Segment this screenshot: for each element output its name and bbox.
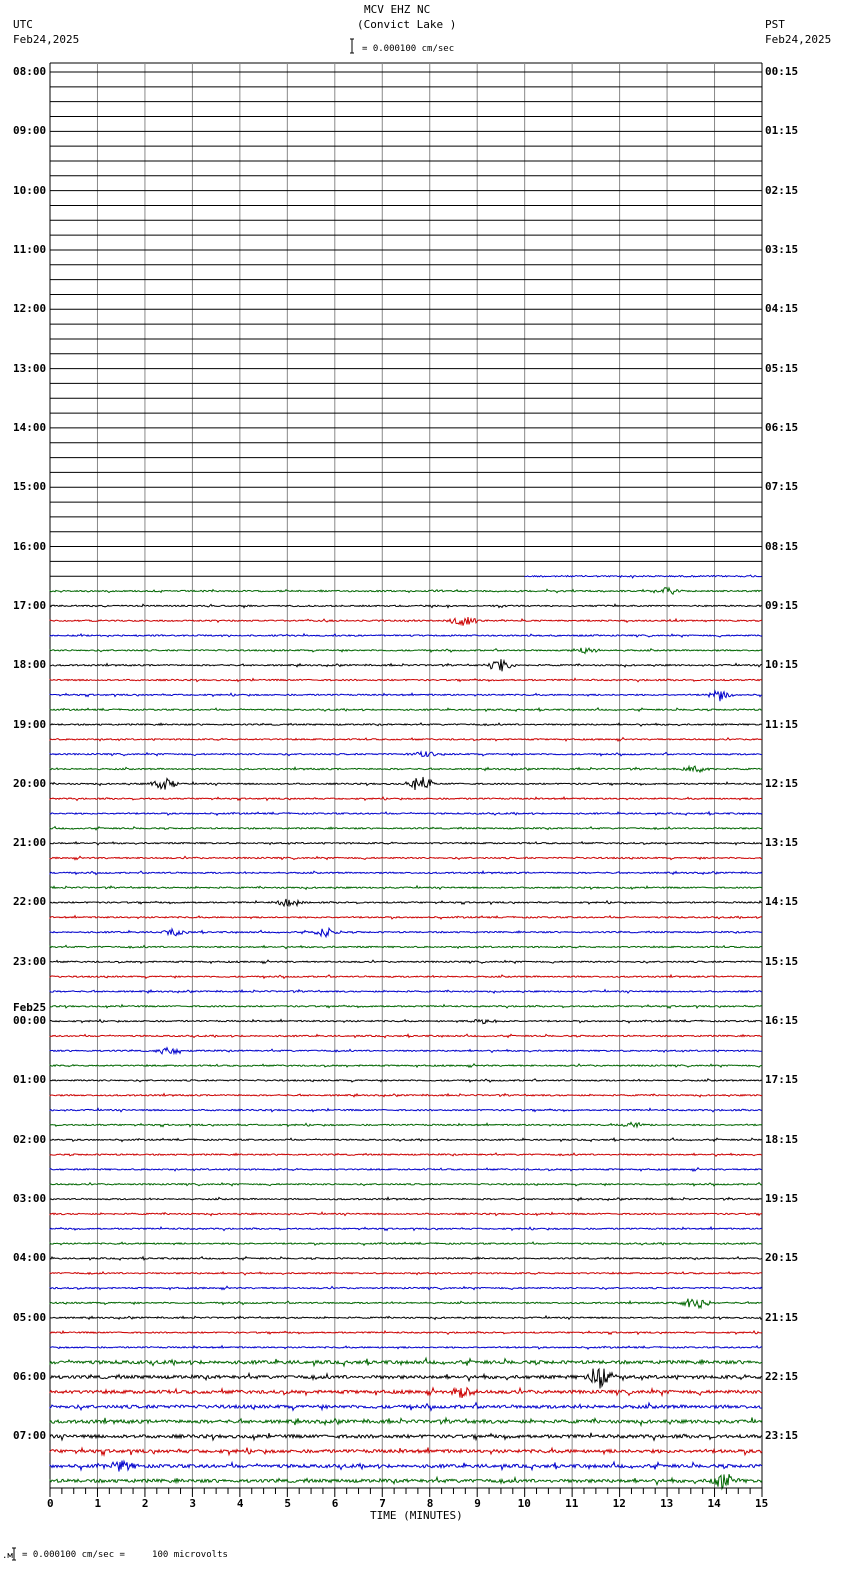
utc-hour-label: 18:00 [13,658,47,672]
utc-hour-label: 15:00 [13,480,47,494]
pst-hour-label: 12:15 [765,776,799,790]
utc-hour-label: 08:00 [13,65,47,78]
utc-hour-label: 04:00 [13,1251,47,1265]
pst-hour-label: 06:15 [765,420,799,434]
day-change-label: Feb25 [13,1001,47,1014]
scale-bar-icon [350,39,354,53]
pst-hour-label: 09:15 [765,598,799,612]
pst-hour-label: 19:15 [765,1192,799,1206]
pst-hour-label: 10:15 [765,658,799,672]
station-location: (Convict Lake ) [357,18,457,31]
x-tick-label: 4 [236,1497,244,1510]
x-tick-label: 8 [426,1497,434,1510]
utc-hour-label: 06:00 [13,1370,47,1384]
x-tick-label: 11 [565,1497,579,1510]
utc-hour-label: 13:00 [13,361,47,375]
x-tick-label: 12 [612,1497,626,1510]
utc-hour-label: 17:00 [13,598,47,612]
utc-hour-label: 14:00 [13,420,47,434]
pst-hour-label: 13:15 [765,836,799,850]
pst-hour-label: 00:15 [765,65,799,78]
seismic-traces [50,72,762,1489]
x-tick-label: 10 [517,1497,531,1510]
pst-hour-label: 02:15 [765,183,799,197]
pst-hour-label: 03:15 [765,242,799,256]
x-tick-label: 1 [94,1497,102,1510]
utc-hour-label: 10:00 [13,183,47,197]
left-timezone: UTC [13,18,33,31]
pst-hour-label: 21:15 [765,1310,799,1324]
x-tick-label: 3 [189,1497,197,1510]
utc-hour-label: 07:00 [13,1429,47,1443]
pst-hour-label: 14:15 [765,895,799,909]
utc-hour-label: 02:00 [13,1132,47,1146]
x-tick-label: 0 [47,1497,54,1510]
pst-hour-label: 18:15 [765,1132,799,1146]
left-date: Feb24,2025 [13,33,80,46]
pst-hour-label: 01:15 [765,124,799,138]
pst-hour-label: 11:15 [765,717,799,731]
utc-hour-label: 09:00 [13,124,47,138]
pst-hour-label: 05:15 [765,361,799,375]
pst-hour-label: 08:15 [765,539,799,553]
pst-hour-label: 22:15 [765,1370,799,1384]
utc-hour-label: 22:00 [13,895,47,909]
utc-hour-label: 03:00 [13,1192,47,1206]
footer-mark: .м [2,1551,13,1561]
pst-hour-label: 04:15 [765,302,799,316]
utc-hour-label: 05:00 [13,1310,47,1324]
x-tick-label: 15 [755,1497,769,1510]
utc-hour-label: 19:00 [13,717,47,731]
x-axis-label: TIME (MINUTES) [370,1509,463,1522]
x-tick-label: 14 [707,1497,721,1510]
utc-hour-label: 23:00 [13,954,47,968]
pst-hour-label: 16:15 [765,1014,799,1028]
pst-hour-label: 15:15 [765,954,799,968]
x-tick-label: 7 [379,1497,386,1510]
right-timezone: PST [765,18,785,31]
utc-hour-label: 11:00 [13,242,47,256]
x-tick-label: 13 [660,1497,674,1510]
x-tick-label: 6 [331,1497,339,1510]
time-axis [50,1488,762,1497]
pst-hour-label: 23:15 [765,1429,799,1443]
x-tick-label: 5 [284,1497,291,1510]
pst-hour-label: 17:15 [765,1073,799,1087]
footer-scale-note: = 0.000100 cm/sec = 100 microvolts [22,1550,228,1560]
right-date: Feb24,2025 [765,33,832,46]
scale-text: = 0.000100 cm/sec [362,44,455,54]
pst-hour-label: 20:15 [765,1251,799,1265]
utc-hour-label: 01:00 [13,1073,47,1087]
utc-hour-label: 12:00 [13,302,47,316]
utc-hour-label: 20:00 [13,776,47,790]
utc-hour-label: 16:00 [13,539,47,553]
x-tick-label: 9 [474,1497,481,1510]
station-title: MCV EHZ NC [364,3,431,16]
utc-hour-label: 00:00 [13,1014,47,1028]
pst-hour-label: 07:15 [765,480,799,494]
x-tick-label: 2 [141,1497,149,1510]
utc-hour-label: 21:00 [13,836,47,850]
